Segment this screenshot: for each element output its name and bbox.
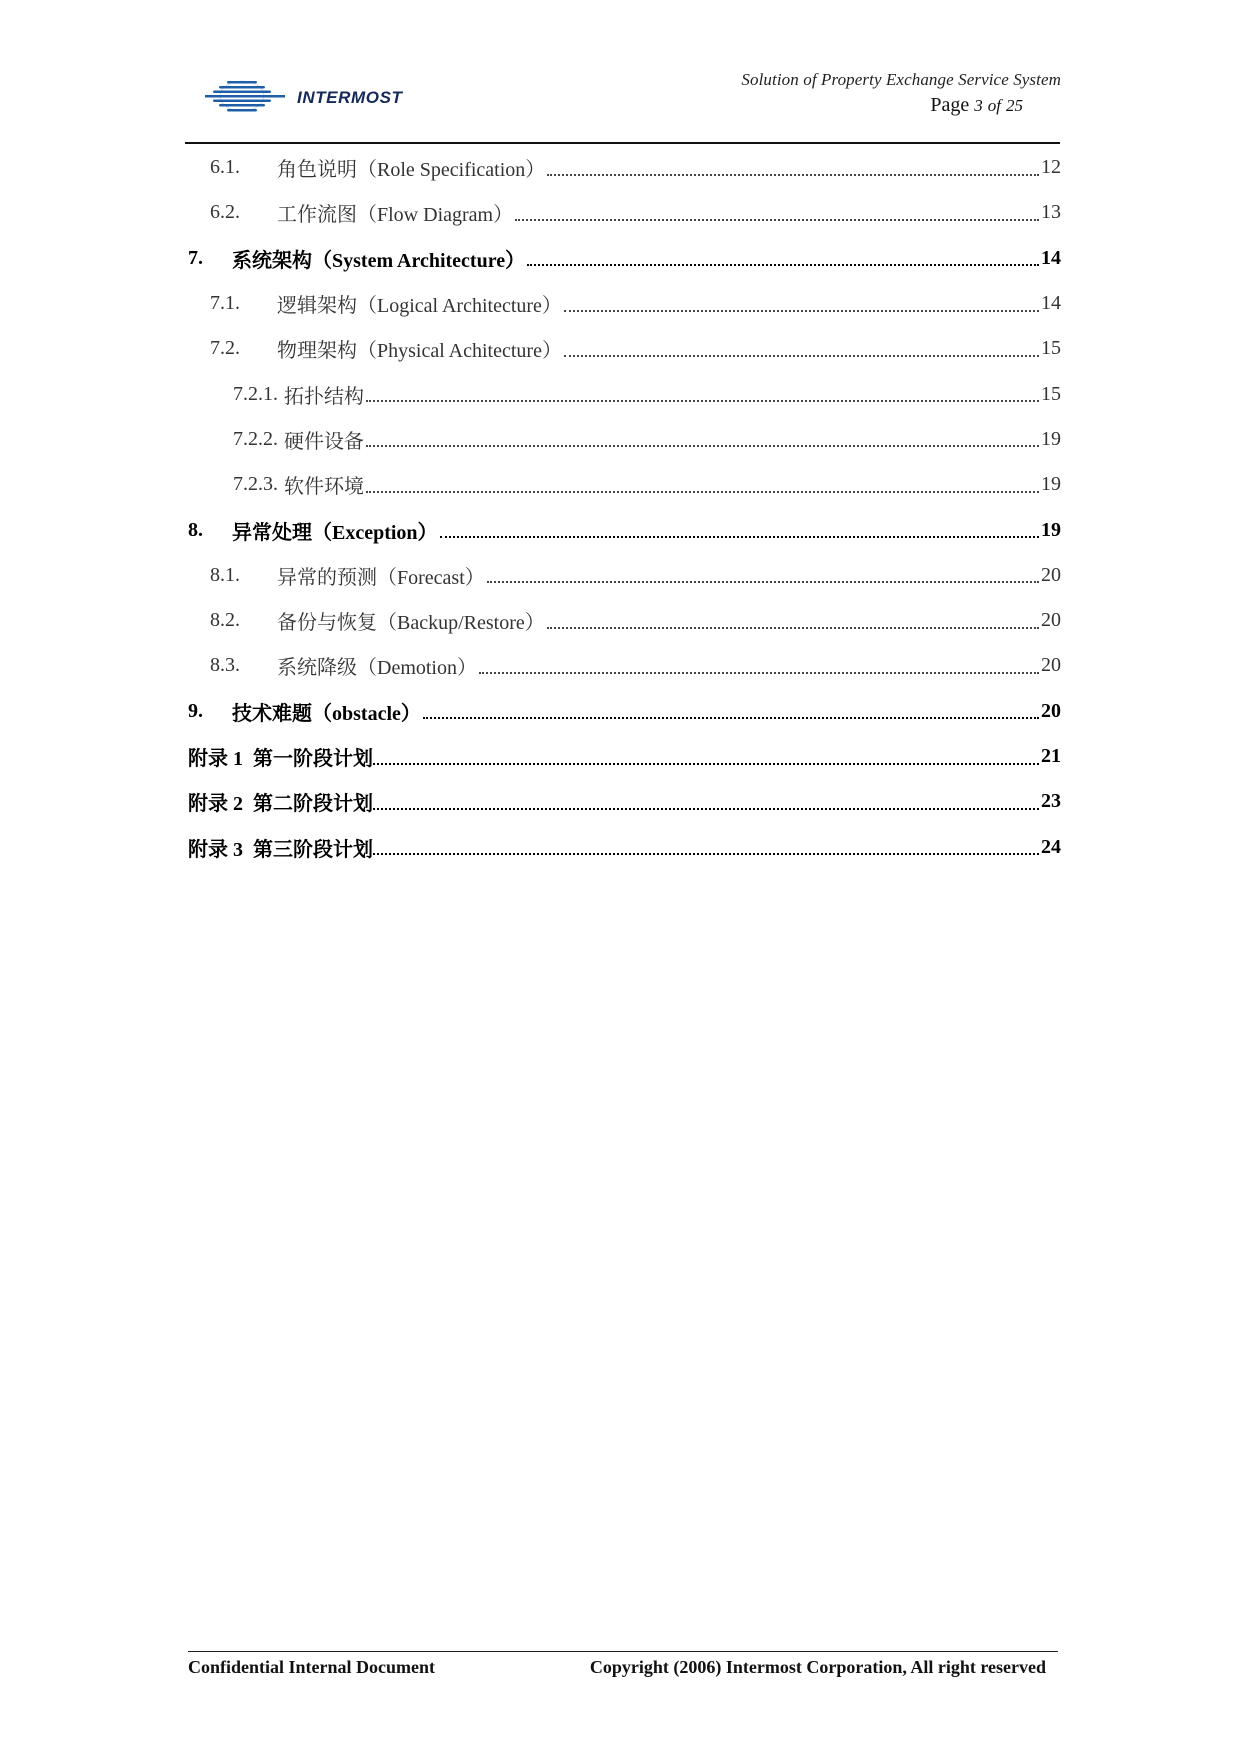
toc-dot-leader [366,425,1039,447]
toc-dot-leader [547,607,1039,629]
toc-entry-title: 工作流图（Flow Diagram） [277,204,514,227]
page-current: 3 [974,96,983,115]
toc-entry-title: 物理架构（Physical Achitecture） [277,340,562,363]
toc-entry[interactable] [188,371,1061,416]
toc-dot-leader [564,335,1039,357]
company-logo [205,76,445,118]
toc-entry-page: 20 [1041,563,1061,586]
toc-entry-page: 21 [1041,745,1061,767]
toc-entry-number: 9. [188,699,203,722]
toc-entry[interactable] [188,417,1061,462]
toc-entry-title: 系统降级（Demotion） [277,657,477,680]
page-indicator [741,94,1061,117]
table-of-contents [188,145,1061,870]
toc-dot-leader [515,199,1039,221]
toc-entry-title: 拓扑结构 [284,385,364,408]
toc-entry-title: 备份与恢复（Backup/Restore） [277,612,545,635]
toc-dot-leader [373,833,1039,855]
toc-entry[interactable] [188,734,1061,779]
toc-dot-leader [373,743,1039,765]
toc-dot-leader [366,380,1039,402]
toc-dot-leader [547,154,1039,176]
footer-divider [188,1651,1058,1652]
toc-dot-leader [487,561,1039,583]
toc-entry-title: 技术难题（obstacle） [232,702,421,725]
header-info [741,70,1061,117]
toc-dot-leader [440,516,1039,538]
toc-entry-number: 7.2. [210,337,240,360]
toc-entry-number: 7.1. [210,292,240,315]
toc-entry[interactable] [188,598,1061,643]
toc-entry-title: 异常的预测（Forecast） [277,566,485,589]
toc-entry-number: 附录 3 [188,838,243,861]
toc-entry-number: 8.2. [210,609,240,632]
toc-dot-leader [366,471,1039,493]
toc-entry-number: 8. [188,518,203,541]
toc-entry-title: 第二阶段计划 [253,793,373,816]
toc-entry-number: 附录 1 [188,748,243,770]
toc-entry-page: 13 [1041,201,1061,224]
toc-entry-title: 角色说明（Role Specification） [277,159,546,182]
toc-entry-page: 24 [1041,835,1061,858]
toc-entry-number: 8.3. [210,654,240,677]
toc-entry-title: 第三阶段计划 [253,838,373,861]
toc-entry-number: 7. [188,246,203,269]
toc-entry[interactable] [188,281,1061,326]
toc-entry-title: 硬件设备 [284,430,364,453]
toc-entry-number: 7.2.1. [233,382,278,405]
toc-entry-page: 20 [1041,699,1061,722]
toc-entry-number: 7.2.3. [233,473,278,496]
toc-entry[interactable] [188,824,1061,869]
toc-entry[interactable] [188,553,1061,598]
toc-entry-page: 12 [1041,156,1061,179]
toc-entry-page: 19 [1041,427,1061,450]
toc-entry-title: 异常处理（Exception） [232,521,438,544]
toc-dot-leader [423,697,1039,719]
toc-entry[interactable] [188,462,1061,507]
toc-entry-number: 6.2. [210,201,240,224]
toc-entry-page: 19 [1041,473,1061,496]
logo-wordmark: INTERMOST [297,88,403,107]
intermost-logo-icon [205,76,445,118]
toc-entry-title: 系统架构（System Architecture） [232,249,526,272]
toc-entry-page: 20 [1041,609,1061,632]
toc-dot-leader [373,788,1039,810]
toc-entry-number: 8.1. [210,563,240,586]
footer-copyright: Copyright (2006) Intermost Corporation, All right reserved [589,1657,1046,1677]
toc-entry[interactable] [188,643,1061,688]
page-of: of [987,96,1001,115]
toc-entry-page: 14 [1041,292,1061,315]
toc-entry-page: 19 [1041,518,1061,541]
toc-entry[interactable] [188,326,1061,371]
toc-entry-number: 6.1. [210,156,240,179]
toc-entry-number: 7.2.2. [233,427,278,450]
toc-entry-page: 14 [1041,246,1061,269]
footer-confidential: Confidential Internal Document [188,1657,435,1677]
toc-entry-title: 逻辑架构（Logical Architecture） [277,295,562,318]
toc-entry[interactable] [188,190,1061,235]
toc-entry-page: 20 [1041,654,1061,677]
toc-entry[interactable] [188,145,1061,190]
toc-entry[interactable] [188,779,1061,824]
page-total: 25 [1006,96,1023,115]
header-divider [185,142,1060,144]
toc-entry-title: 软件环境 [284,476,364,499]
toc-entry-number: 附录 2 [188,793,243,816]
toc-entry-page: 15 [1041,382,1061,405]
toc-entry[interactable] [188,236,1061,281]
toc-entry-title: 第一阶段计划 [253,748,373,770]
toc-dot-leader [479,652,1039,674]
toc-entry-page: 23 [1041,790,1061,813]
document-title: Solution of Property Exchange Service System [741,70,1061,89]
toc-dot-leader [564,290,1039,312]
toc-entry-page: 15 [1041,337,1061,360]
toc-entry[interactable] [188,507,1061,552]
toc-dot-leader [527,244,1039,266]
toc-entry[interactable] [188,689,1061,734]
page-label: Page [930,94,970,116]
